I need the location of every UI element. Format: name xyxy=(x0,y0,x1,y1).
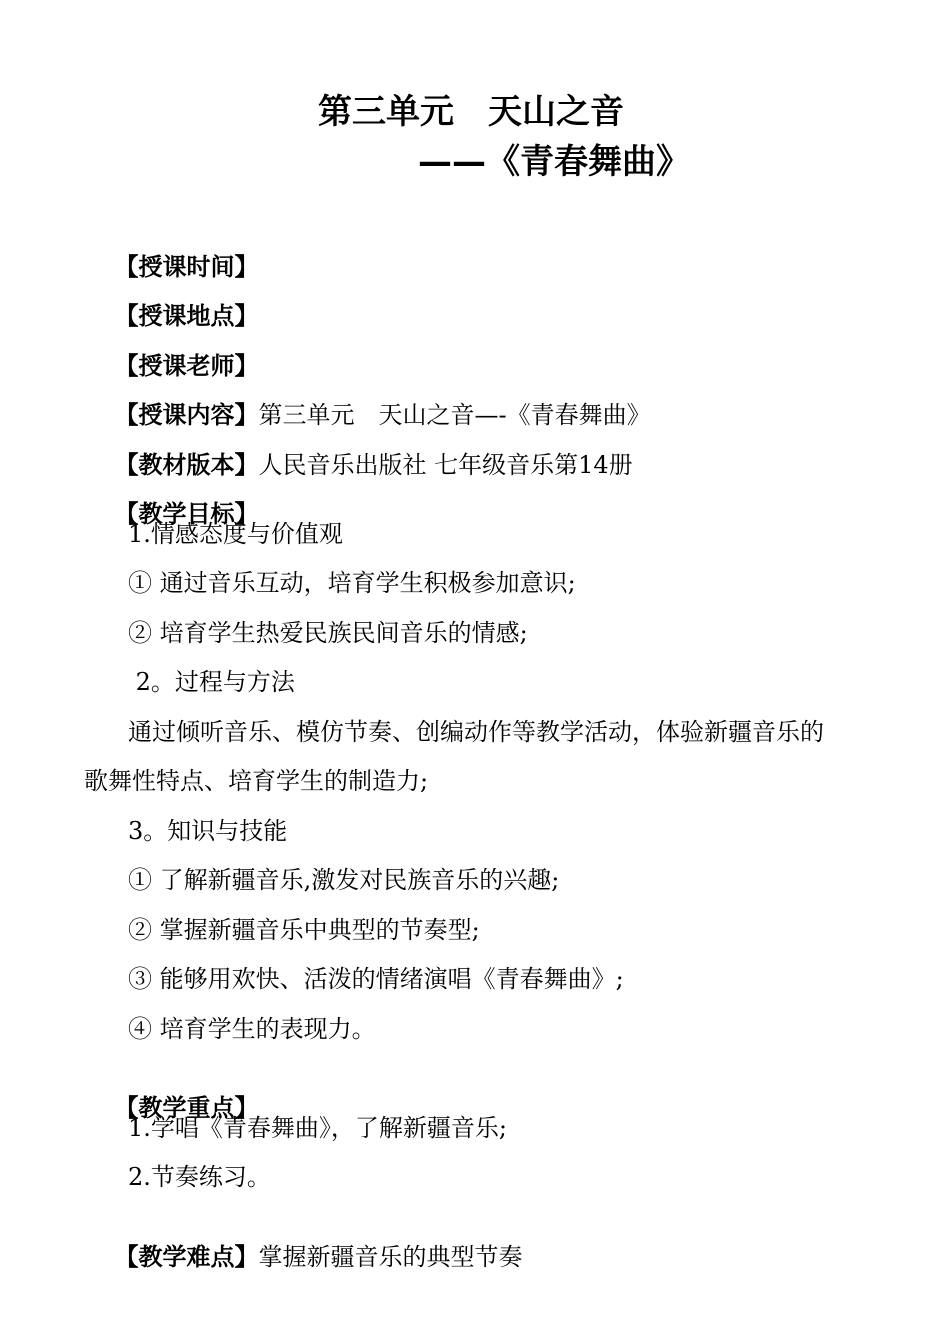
key-point-1: 1.学唱《青春舞曲》，了解新疆音乐; xyxy=(128,1114,507,1142)
difficulty-row xyxy=(84,1212,523,1302)
objectives-label: 【教学目标】 xyxy=(114,500,259,528)
difficulty-label: 【教学难点】 xyxy=(114,1243,259,1271)
title-line-1: 第三单元 天山之音 xyxy=(318,92,624,132)
edition-label: 【教材版本】 xyxy=(114,451,259,479)
objective-2-heading: 2。过程与方法 xyxy=(128,668,295,696)
objective-2-text-line-1: 通过倾听音乐、模仿节奏、创编动作等教学活动，体验新疆音乐的 xyxy=(128,718,824,746)
objective-3-heading: 3。知识与技能 xyxy=(128,817,288,845)
key-point-2: 2.节奏练习。 xyxy=(128,1163,271,1191)
content-value: 第三单元 天山之音—-《青春舞曲》 xyxy=(258,401,651,429)
objective-2-text-line-2: 歌舞性特点、培育学生的制造力; xyxy=(84,767,429,795)
key-points-label: 【教学重点】 xyxy=(114,1094,259,1122)
title-line-2: ——《青春舞曲》 xyxy=(418,142,690,182)
objective-1-heading: 1.情感态度与价值观 xyxy=(128,520,343,548)
edition-value: 人民音乐出版社 七年级音乐第14册 xyxy=(258,451,633,479)
objective-3-item-4: ④ 培育学生的表现力。 xyxy=(128,1015,376,1043)
objective-3-item-1: ① 了解新疆音乐,激发对民族音乐的兴趣; xyxy=(128,866,560,894)
difficulty-value: 掌握新疆音乐的典型节奏 xyxy=(258,1243,523,1271)
objective-1-item-1: ① 通过音乐互动，培育学生积极参加意识; xyxy=(128,569,576,597)
teacher-label: 【授课老师】 xyxy=(114,352,259,380)
place-label: 【授课地点】 xyxy=(114,302,259,330)
objective-1-item-2: ② 培育学生热爱民族民间音乐的情感; xyxy=(128,619,528,647)
content-label: 【授课内容】 xyxy=(114,401,259,429)
objective-3-item-2: ② 掌握新疆音乐中典型的节奏型; xyxy=(128,916,480,944)
objective-3-item-3: ③ 能够用欢快、活泼的情绪演唱《青春舞曲》; xyxy=(128,965,624,993)
time-label: 【授课时间】 xyxy=(114,253,259,281)
